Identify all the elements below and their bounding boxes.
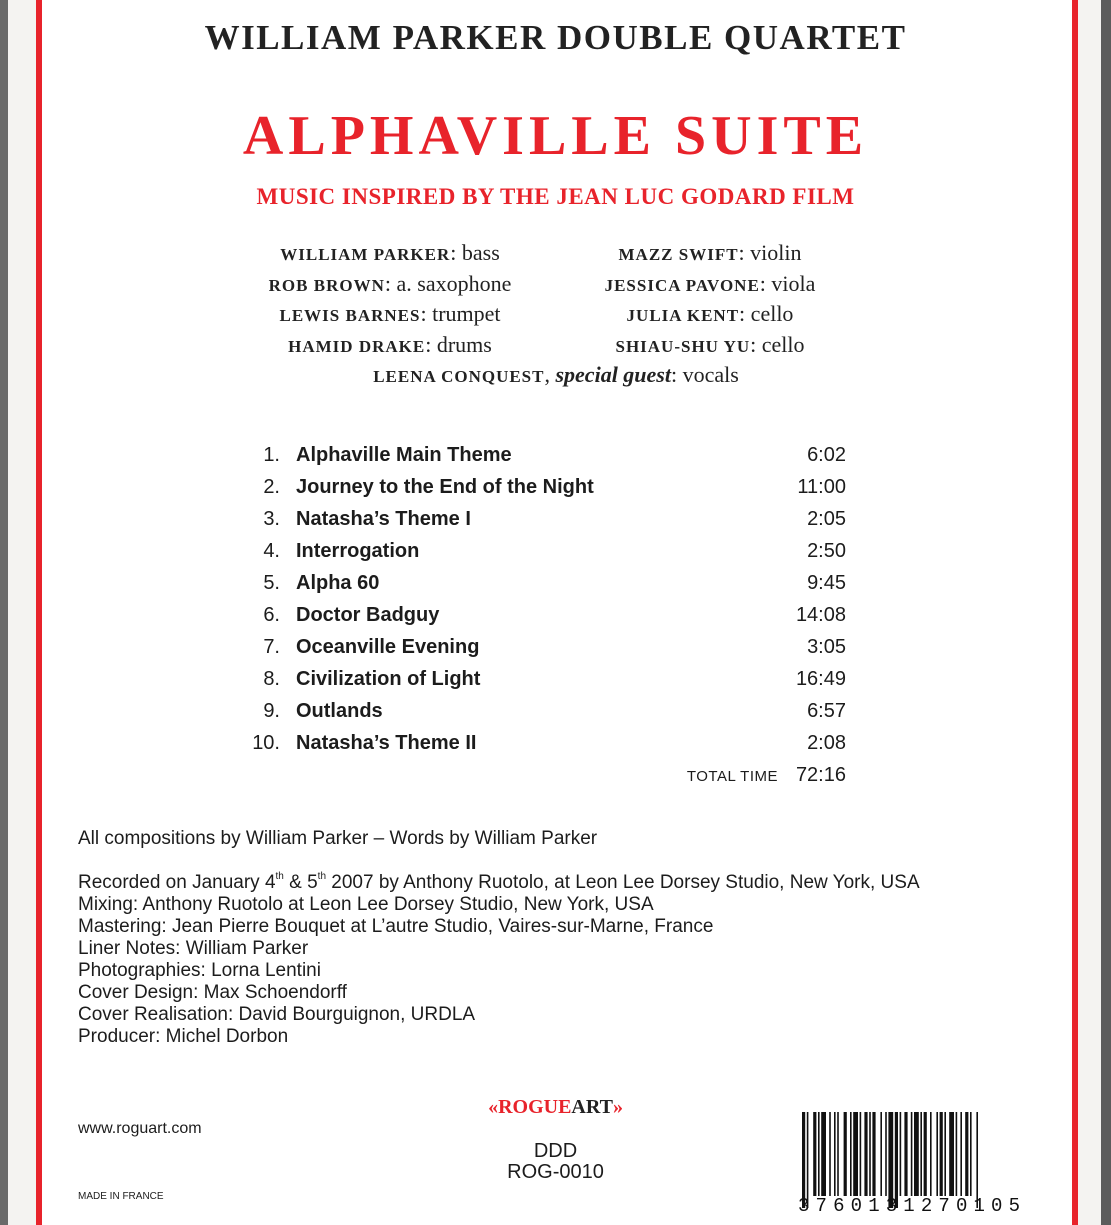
musician-instrument: cello (761, 331, 805, 357)
barcode-bar (821, 1112, 826, 1196)
musician-instrument: violin (750, 240, 802, 265)
special-guest: LEENA CONQUEST, special guest: vocals (373, 362, 739, 387)
track-row (240, 540, 846, 572)
catalog-number: ROG-0010 (507, 1161, 604, 1183)
guest-name: LEENA CONQUEST (373, 367, 545, 386)
barcode-bar (813, 1112, 816, 1196)
recording-text-end: 2007 by Anthony Ruotolo, at Leon Lee Dorsey Studio, New York, USA (326, 872, 920, 893)
cover-realisation-credit: Cover Realisation: David Bourguignon, URDLA (78, 1004, 476, 1025)
track-row (240, 572, 846, 604)
production-credits (78, 872, 920, 1048)
track-title: Journey to the End of the Night (296, 476, 594, 498)
band-name: WILLIAM PARKER DOUBLE QUARTET (204, 18, 907, 57)
musician-name: MAZZ SWIFT (618, 245, 739, 264)
track-duration: 2:50 (807, 540, 846, 562)
track-title: Natasha’s Theme I (296, 508, 471, 530)
barcode-bar (872, 1112, 875, 1196)
track-number: 1. (263, 444, 280, 466)
barcode-bar (895, 1112, 898, 1208)
musician-name: JULIA KENT (626, 306, 740, 325)
barcode-bar (885, 1112, 887, 1196)
musician-name: HAMID DRAKE (288, 336, 426, 356)
track-duration: 6:57 (807, 700, 846, 722)
total-time-label: TOTAL TIME (686, 768, 778, 785)
track-number: 4. (263, 540, 280, 562)
track-duration: 9:45 (807, 572, 846, 594)
track-duration: 14:08 (795, 604, 846, 626)
cover-design-credit: Cover Design: Max Schoendorff (78, 982, 347, 1003)
barcode-bar (900, 1112, 902, 1196)
track-row (240, 476, 846, 508)
musician: WILLIAM PARKER: bass (280, 240, 500, 265)
musician-name: JESSICA PAVONE (604, 275, 760, 295)
total-time-value: 72:16 (795, 764, 846, 786)
mastering-credit: Mastering: Jean Pierre Bouquet at L’autre Studio, Vaires-sur-Marne, France (78, 916, 714, 937)
track-title: Alphaville Main Theme (296, 444, 512, 466)
barcode-bar (920, 1112, 922, 1196)
total-time-row (240, 764, 846, 796)
recording-format: DDD (533, 1140, 578, 1162)
barcode-bar (807, 1112, 809, 1208)
barcode-number: 3760131270105 (798, 1195, 1020, 1214)
track-number: 2. (263, 476, 280, 498)
made-in-label: MADE IN FRANCE (78, 1191, 164, 1202)
liner-notes-credit: Liner Notes: William Parker (78, 938, 309, 959)
barcode-bar (976, 1112, 978, 1208)
musician: ROB BROWN: a. saxophone (268, 270, 512, 296)
track-title: Civilization of Light (296, 668, 481, 690)
guest-instrument: vocals (682, 362, 739, 387)
track-title: Interrogation (296, 540, 420, 562)
musician-instrument: drums (436, 331, 492, 357)
track-number: 8. (263, 668, 280, 690)
barcode-bar (956, 1112, 958, 1196)
track-duration: 2:05 (807, 508, 846, 530)
musician-name: SHIAU-SHU YU (615, 336, 751, 356)
track-title: Natasha’s Theme II (296, 732, 477, 754)
track-number: 3. (263, 508, 280, 530)
track-row (240, 636, 846, 668)
personnel-row (0, 301, 1111, 332)
barcode-bar (936, 1112, 938, 1196)
barcode-bar (960, 1112, 962, 1196)
guest-role: special guest (555, 362, 671, 387)
album-title: ALPHAVILLE SUITE (242, 105, 869, 167)
barcode-bar (864, 1112, 867, 1196)
track-duration: 16:49 (795, 668, 846, 690)
musician-name: ROB BROWN (268, 275, 385, 295)
barcode-bar (869, 1112, 871, 1196)
musician: JESSICA PAVONE: viola (604, 270, 816, 296)
barcode-bar (837, 1112, 839, 1196)
musician-instrument: bass (461, 240, 500, 265)
album-subtitle: MUSIC INSPIRED BY THE JEAN LUC GODARD FILM (256, 184, 855, 209)
musician: MAZZ SWIFT: violin (618, 240, 802, 265)
track-row (240, 700, 846, 732)
barcode-bar (949, 1112, 954, 1196)
track-row (240, 444, 846, 476)
barcode-bar (888, 1112, 893, 1208)
track-row (240, 604, 846, 636)
musician: JULIA KENT: cello (626, 301, 794, 326)
producer-credit: Producer: Michel Dorbon (78, 1026, 289, 1047)
barcode-bar (930, 1112, 932, 1196)
musician: SHIAU-SHU YU: cello (615, 331, 805, 357)
track-title: Oceanville Evening (296, 636, 480, 658)
barcode-bar (802, 1112, 805, 1208)
barcode-bar (904, 1112, 907, 1196)
musician: HAMID DRAKE: drums (288, 331, 492, 357)
recording-credit (78, 872, 920, 894)
track-number: 6. (263, 604, 280, 626)
tracklist (240, 444, 846, 796)
barcode-bar (880, 1112, 882, 1196)
musician-name: WILLIAM PARKER (280, 245, 451, 264)
barcode-bar (965, 1112, 968, 1196)
track-row (240, 668, 846, 700)
barcode-bar (850, 1112, 852, 1196)
track-number: 5. (263, 572, 280, 594)
track-number: 7. (263, 636, 280, 658)
barcode-bar (860, 1112, 862, 1196)
recording-text-start: Recorded on January 4 (78, 872, 276, 893)
barcode (794, 1108, 1026, 1214)
track-row (240, 508, 846, 540)
musician: LEWIS BARNES: trumpet (279, 301, 501, 326)
musician-name: LEWIS BARNES (279, 306, 421, 325)
track-duration: 3:05 (807, 636, 846, 658)
barcode-bar (818, 1112, 820, 1196)
personnel-row (0, 271, 1111, 302)
mixing-credit: Mixing: Anthony Ruotolo at Leon Lee Dorsey Studio, New York, USA (78, 894, 654, 915)
musician-instrument: trumpet (432, 301, 501, 326)
personnel-row-guest (0, 362, 1111, 393)
barcode-bar (944, 1112, 946, 1196)
compositions-credit: All compositions by William Parker – Words by William Parker (78, 828, 598, 849)
musician-instrument: viola (771, 270, 816, 296)
track-number: 10. (252, 732, 280, 754)
musician-instrument: cello (750, 301, 794, 326)
ordinal-suffix: th (317, 871, 327, 882)
recording-text-mid: & 5 (283, 872, 318, 893)
barcode-bar (970, 1112, 972, 1196)
track-duration: 11:00 (797, 476, 846, 498)
barcode-bar (829, 1112, 831, 1196)
barcode-bar (834, 1112, 836, 1196)
photography-credit: Photographies: Lorna Lentini (78, 960, 321, 981)
track-duration: 6:02 (807, 444, 846, 466)
rogueart-logo: «ROGUEART» (488, 1096, 623, 1118)
track-number: 9. (263, 700, 280, 722)
barcode-bar (911, 1112, 913, 1196)
track-duration: 2:08 (807, 732, 846, 754)
barcode-bar (853, 1112, 858, 1196)
musician-instrument: a. saxophone (396, 270, 512, 296)
track-title: Doctor Badguy (296, 604, 440, 626)
track-title: Alpha 60 (296, 572, 380, 594)
barcode-bar (940, 1112, 943, 1196)
website-url: www.roguart.com (78, 1120, 202, 1137)
personnel-list (0, 240, 1111, 393)
barcode-bar (914, 1112, 919, 1196)
track-title: Outlands (296, 700, 383, 722)
personnel-row (0, 240, 1111, 271)
personnel-row (0, 332, 1111, 363)
track-row (240, 732, 846, 764)
barcode-bar (844, 1112, 847, 1196)
barcode-bar (924, 1112, 927, 1196)
ordinal-suffix: th (275, 871, 284, 882)
